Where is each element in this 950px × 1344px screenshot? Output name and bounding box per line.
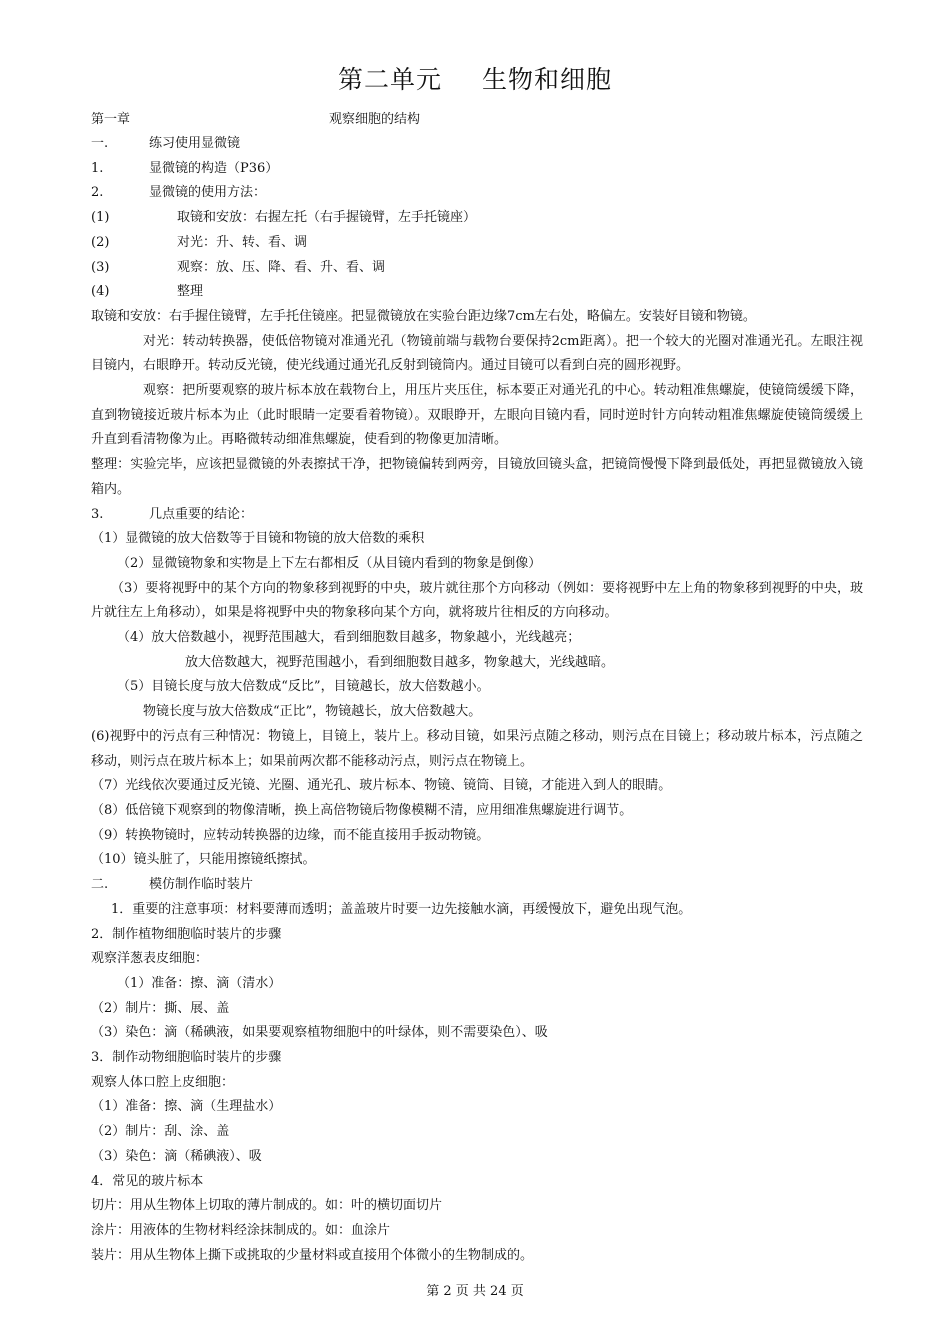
list-item	[91, 181, 863, 206]
item-number: 2.	[91, 185, 104, 201]
conclusion-item: （4）放大倍数越小，视野范围越大，看到细胞数目越多，物象越小，光线越亮；	[117, 630, 581, 646]
item-text: 显微镜的构造（P36）	[149, 160, 279, 176]
step-item: （3）染色：滴（稀碘液）、吸	[91, 1148, 262, 1164]
list-item: 3．制作动物细胞临时装片的步骤	[91, 1050, 282, 1066]
conclusion-item: （1）显微镜的放大倍数等于目镜和物镜的放大倍数的乘积	[91, 531, 425, 547]
page-footer: 第 2 页 共 24 页	[426, 1284, 524, 1299]
conclusion-item: （10）镜头脏了，只能用擦镜纸擦拭。	[91, 852, 316, 868]
sub-item	[91, 280, 863, 305]
item-number: 3.	[91, 506, 104, 522]
section-number: 一.	[91, 136, 109, 151]
item-number: 1.	[91, 160, 104, 176]
conclusion-item: （8）低倍镜下观察到的物像清晰，换上高倍物镜后物像模糊不清，应用细准焦螺旋进行调节。	[91, 802, 633, 818]
sub-item-text: 取镜和安放：右握左托（右手握镜臂，左手托镜座）	[177, 210, 477, 226]
conclusion-item: （7）光线依次要通过反光镜、光圈、通光孔、玻片标本、物镜、镜筒、目镜，才能进入到人的眼睛。	[91, 778, 672, 794]
step-item: （2）制片：撕、展、盖	[91, 1000, 230, 1016]
sub-item-number: (1)	[91, 210, 110, 226]
conclusion-item: （3）要将视野中的某个方向的物象移到视野的中央，玻片就往那个方向移动（例如：要将视野中左上角的物象移到视野的中央，玻片就往左上角移动），如果是将视野中央的物象移向某个方向，就将玻片往相反的方向移动。	[91, 580, 863, 621]
chapter-title: 观察细胞的结构	[329, 112, 421, 127]
step-item: （2）制片：刮、涂、盖	[91, 1124, 230, 1140]
sub-item	[91, 256, 863, 281]
definition-item: 装片：用从生物体上撕下或挑取的少量材料或直接用个体微小的生物制成的。	[91, 1247, 534, 1263]
sub-item	[91, 231, 863, 256]
conclusion-item: （2）显微镜物象和实物是上下左右都相反（从目镜内看到的物象是倒像）	[117, 555, 542, 571]
section-heading-1	[91, 132, 863, 157]
conclusion-item: (6)视野中的污点有三种情况：物镜上，目镜上，装片上。移动目镜，如果污点随之移动，则污点在目镜上；移动玻片标本，污点随之移动，则污点在玻片标本上；如果前两次都不能移动污点，则污点在物镜上。	[91, 728, 863, 769]
section-title: 模仿制作临时装片	[149, 877, 254, 893]
sub-item-number: (4)	[91, 284, 110, 300]
sub-heading: 观察洋葱表皮细胞：	[91, 951, 209, 967]
conclusion-item: （5）目镜长度与放大倍数成“反比”，目镜越长，放大倍数越小。	[117, 679, 490, 695]
paragraph: 整理：实验完毕，应该把显微镜的外表擦拭干净，把物镜偏转到两旁，目镜放回镜头盒，把镜筒慢慢下降到最低处，再把显微镜放入镜箱内。	[91, 457, 863, 497]
sub-item-text: 对光：升、转、看、调	[177, 234, 308, 250]
list-item: 1．重要的注意事项：材料要薄而透明；盖盖玻片时要一边先接触水滴，再缓慢放下，避免出现气泡。	[111, 901, 692, 917]
conclusion-item-continued: 物镜长度与放大倍数成“正比”，物镜越长，放大倍数越大。	[143, 704, 482, 720]
sub-item-text: 整理	[177, 284, 204, 300]
sub-heading: 观察人体口腔上皮细胞：	[91, 1074, 235, 1090]
page-title	[0, 60, 950, 96]
paragraph: 观察：把所要观察的玻片标本放在载物台上，用压片夹压住，标本要正对通光孔的中心。转动粗准焦螺旋，使镜筒缓缓下降，直到物镜接近玻片标本为止（此时眼睛一定要看着物镜）。双眼睁开，左眼向目镜内看，同时逆时针方向转动粗准焦螺旋使镜筒缓缓上升直到看清物像为止。再略微转动细准焦螺旋，使看到的物像更加清晰。	[91, 383, 863, 448]
conclusion-item-continued: 放大倍数越大，视野范围越小，看到细胞数目越多，物象越大，光线越暗。	[185, 654, 615, 670]
sub-item-number: (2)	[91, 234, 110, 250]
paragraph: 取镜和安放：右手握住镜臂，左手托住镜座。把显微镜放在实验台距边缘7cm左右处，略偏左。安装好目镜和物镜。	[91, 308, 756, 324]
step-item: （1）准备：擦、滴（生理盐水）	[91, 1099, 282, 1115]
section-title: 练习使用显微镜	[149, 136, 241, 151]
item-text: 几点重要的结论：	[149, 506, 254, 522]
step-item: （3）染色：滴（稀碘液，如果要观察植物细胞中的叶绿体，则不需要染色）、吸	[91, 1025, 548, 1041]
definition-item: 切片：用从生物体上切取的薄片制成的。如：叶的横切面切片	[91, 1198, 443, 1214]
definition-item: 涂片：用液体的生物材料经涂抹制成的。如：血涂片	[91, 1222, 391, 1238]
unit-title: 生物和细胞	[482, 65, 613, 94]
sub-item-number: (3)	[91, 259, 110, 275]
section-heading-2	[91, 873, 863, 898]
list-item: 2．制作植物细胞临时装片的步骤	[91, 926, 282, 942]
step-item: （1）准备：擦、滴（清水）	[117, 975, 282, 991]
sub-item-text: 观察：放、压、降、看、升、看、调	[177, 259, 386, 275]
chapter-heading	[91, 108, 421, 127]
conclusion-item: （9）转换物镜时，应转动转换器的边缘，而不能直接用手扳动物镜。	[91, 827, 490, 843]
document-body	[91, 132, 863, 1268]
list-item	[91, 503, 863, 528]
list-item	[91, 157, 863, 182]
chapter-label: 第一章	[91, 112, 131, 127]
item-text: 显微镜的使用方法：	[149, 185, 267, 201]
paragraph: 对光：转动转换器，使低倍物镜对准通光孔（物镜前端与载物台要保持2cm距离）。把一个较大的光圈对准通光孔。左眼注视目镜内，右眼睁开。转动反光镜，使光线通过通光孔反射到镜筒内。通过目镜可以看到白亮的圆形视野。	[91, 333, 863, 374]
list-item: 4．常见的玻片标本	[91, 1173, 204, 1189]
unit-label: 第二单元	[337, 65, 442, 94]
sub-item	[91, 206, 863, 231]
section-number: 二.	[91, 877, 109, 893]
